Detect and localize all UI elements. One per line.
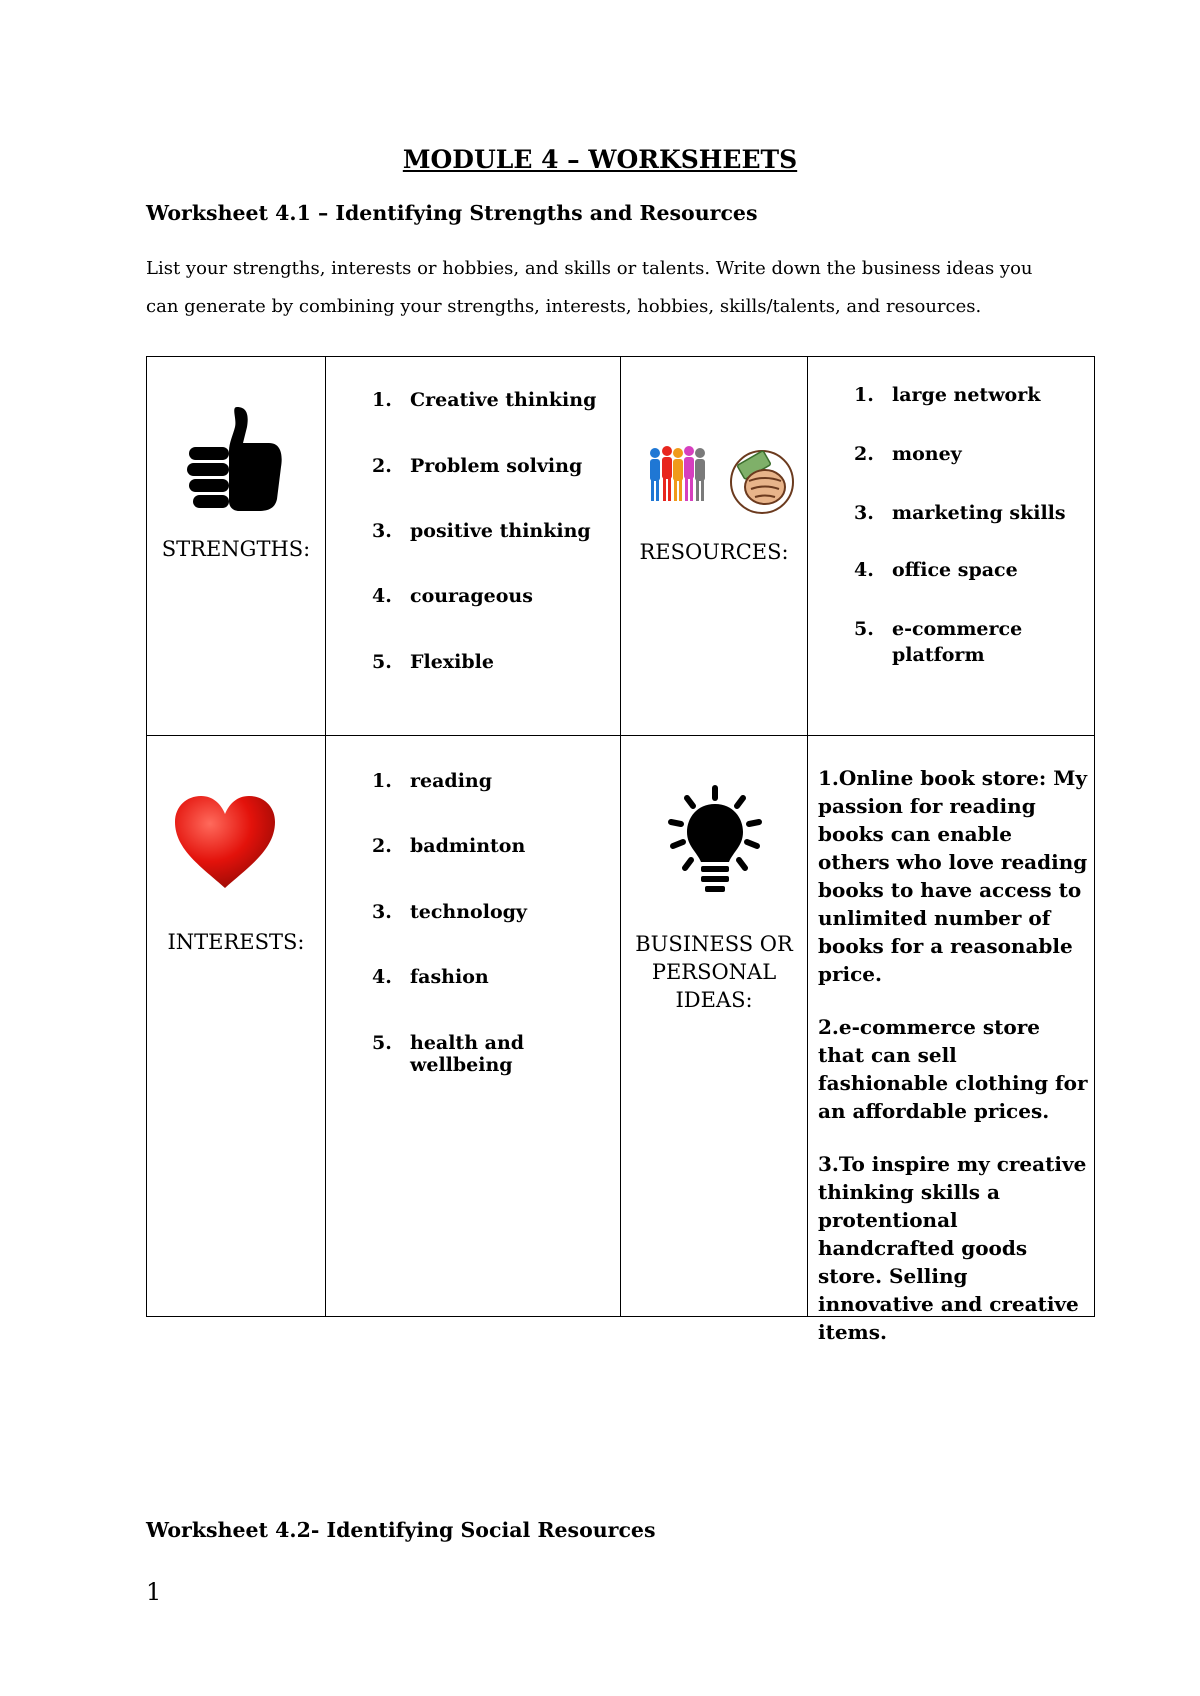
table-row <box>147 736 1095 1317</box>
ideas-text-cell <box>808 736 1095 1344</box>
strengths-list-cell <box>326 357 621 736</box>
list-item: 1. Creative thinking <box>372 389 597 411</box>
people-group-icon <box>645 443 709 507</box>
strengths-list <box>372 389 596 673</box>
fist-with-money-icon <box>729 449 795 515</box>
list-item-text: badminton <box>410 835 526 857</box>
list-item-text: e-commerce platform <box>892 618 1023 666</box>
page-number: 1 <box>146 1578 162 1606</box>
resources-label: RESOURCES: <box>639 540 789 564</box>
lightbulb-icon <box>667 784 763 902</box>
list-item: 3. technology <box>372 901 527 923</box>
ideas-label: BUSINESS OR PERSONAL IDEAS: <box>635 932 793 1012</box>
list-item: 5. e-commerce platform <box>854 618 1023 666</box>
list-item-text: marketing skills <box>892 502 1066 524</box>
list-item-text: positive thinking <box>410 520 591 542</box>
idea-item: 2.e-commerce store that can sell fashionable clothing for an affordable prices. <box>818 1015 1088 1123</box>
list-item: 3. marketing skills <box>854 502 1066 524</box>
resources-category-cell <box>621 357 808 736</box>
resources-list-cell <box>808 357 1095 736</box>
list-item: 5. Flexible <box>372 651 494 673</box>
list-item: 2. Problem solving <box>372 455 583 477</box>
list-item-text: reading <box>410 770 493 792</box>
list-item-text: fashion <box>410 966 489 988</box>
worksheet-4-1-heading: Worksheet 4.1 – Identifying Strengths and Resources <box>146 201 758 225</box>
ideas-list <box>818 764 1088 1371</box>
interests-category-cell <box>147 736 326 1317</box>
strengths-resources-table <box>146 356 1095 1344</box>
ideas-category-cell <box>621 736 808 1317</box>
list-item: 4. fashion <box>372 966 489 988</box>
table-row <box>147 357 1095 736</box>
interests-list <box>372 770 620 1076</box>
worksheet-4-2-heading: Worksheet 4.2- Identifying Social Resources <box>146 1518 656 1542</box>
list-item-text: office space <box>892 559 1018 581</box>
list-item: 1. reading <box>372 770 493 792</box>
list-item-text: Problem solving <box>410 455 583 477</box>
list-item-text: money <box>892 443 962 465</box>
list-item: 4. courageous <box>372 585 533 607</box>
list-item-text: Creative thinking <box>410 389 597 411</box>
interests-list-cell <box>326 736 621 1317</box>
strengths-label: STRENGTHS: <box>161 537 311 561</box>
strengths-category-cell <box>147 357 326 736</box>
list-item-text: large network <box>892 384 1041 406</box>
list-item-text: courageous <box>410 585 533 607</box>
list-item-text: Flexible <box>410 651 494 673</box>
list-item: 2. money <box>854 443 962 465</box>
worksheet-instructions: List your strengths, interests or hobbies, and skills or talents. Write down the business ideas you can generate by combining your strengths, interests, hobbies, skills/talents, and resources. <box>146 258 1033 317</box>
heart-icon <box>173 794 277 890</box>
thumbs-up-icon <box>187 403 287 513</box>
resources-list <box>854 384 1074 668</box>
list-item: 3. positive thinking <box>372 520 591 542</box>
list-item: 5. health and wellbeing <box>372 1032 525 1076</box>
list-item-text: technology <box>410 901 527 923</box>
page-title: MODULE 4 – WORKSHEETS <box>402 145 798 174</box>
list-item: 4. office space <box>854 559 1018 581</box>
list-item-text: health and wellbeing <box>410 1032 525 1076</box>
idea-item: 3.To inspire my creative thinking skills a protentional handcrafted goods store. Selling innovative and creative items. <box>818 1152 1087 1344</box>
interests-label: INTERESTS: <box>167 930 305 954</box>
idea-item: 1.Online book store: My passion for reading books can enable others who love reading books to have access to unlimited number of books for a reasonable price. <box>818 766 1088 986</box>
list-item: 2. badminton <box>372 835 526 857</box>
list-item: 1. large network <box>854 384 1041 406</box>
